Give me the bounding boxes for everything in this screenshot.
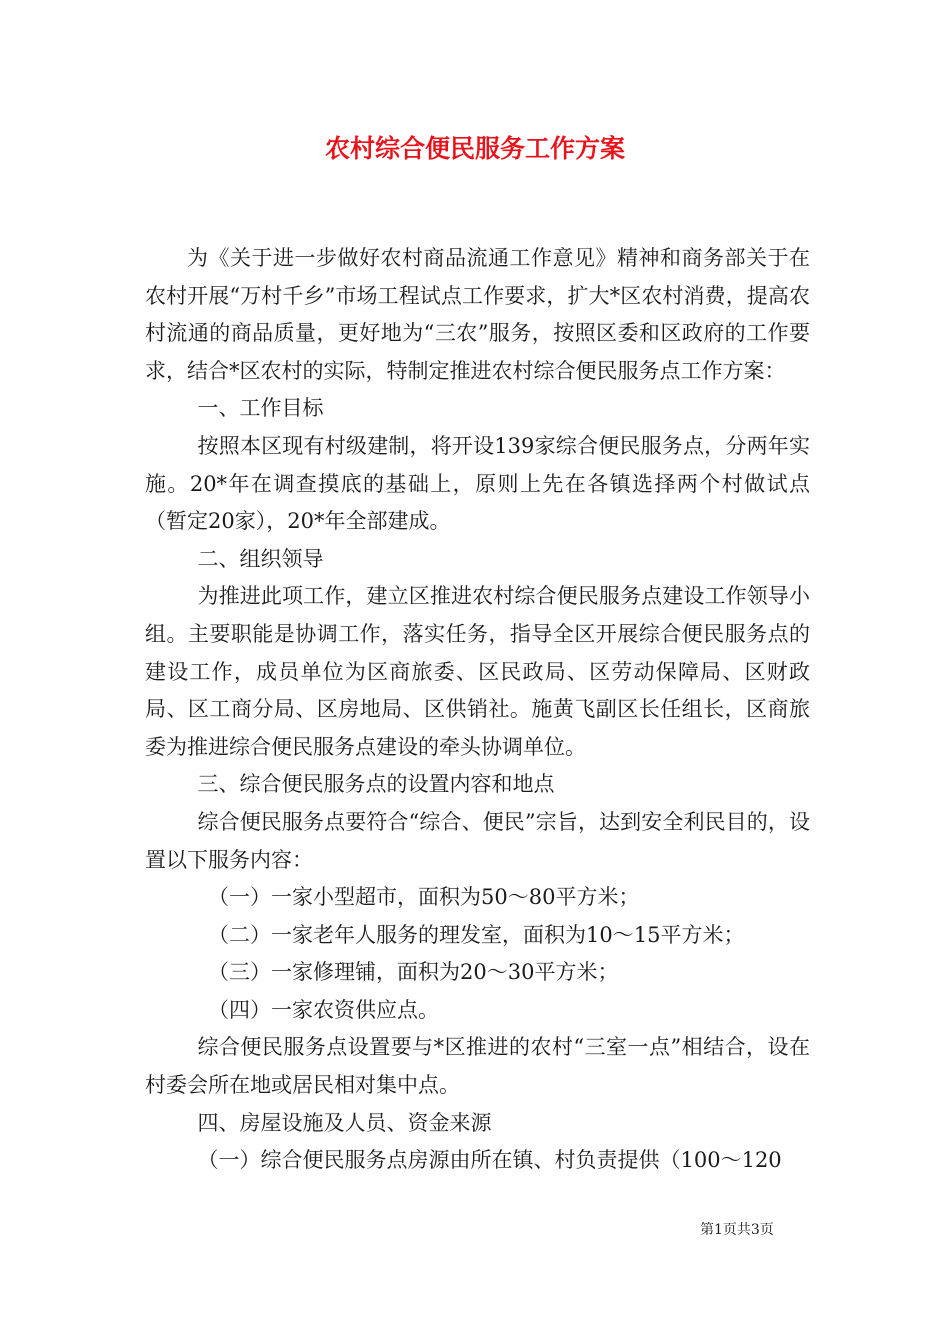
paragraph-goals: 按照本区现有村级建制，将开设139家综合便民服务点，分两年实施。20*年在调查摸底的基础上，原则上先在各镇选择两个村做试点（暂定20家），20*年全部建成。 <box>145 433 810 534</box>
list-item: （一）一家小型超市，面积为50～80平方米； <box>208 885 640 910</box>
paragraph-location: 综合便民服务点设置要与*区推进的农村“三室一点”相结合，设在村委会所在地或居民相对集中点。 <box>145 1035 810 1098</box>
section-heading-goals: 一、工作目标 <box>197 396 324 421</box>
page-number: 第1页共3页 <box>700 1222 774 1238</box>
section-heading-setup: 三、综合便民服务点的设置内容和地点 <box>197 772 555 797</box>
document-title: 农村综合便民服务工作方案 <box>324 134 625 163</box>
section-heading-leadership: 二、组织领导 <box>197 546 324 571</box>
paragraph-intro: 为《关于进一步做好农村商品流通工作意见》精神和商务部关于在农村开展“万村千乡”市场工程试点工作要求，扩大*区农村消费，提高农村流通的商品质量，更好地为“三农”服务，按照区委和区政府的工作要求，结合*区农村的实际，特制定推进农村综合便民服务点工作方案： <box>145 246 810 383</box>
list-item: （三）一家修理铺，面积为20～30平方米； <box>208 960 619 985</box>
section-heading-resources: 四、房屋设施及人员、资金来源 <box>197 1110 492 1135</box>
paragraph-leadership: 为推进此项工作，建立区推进农村综合便民服务点建设工作领导小组。主要职能是协调工作，落实任务，指导全区开展综合便民服务点的建设工作，成员单位为区商旅委、区民政局、区劳动保障局、区财政局、区工商分局、区房地局、区供销社。施黄飞副区长任组长，区商旅委为推进综合便民服务点建设的牵头协调单位。 <box>145 584 810 759</box>
list-item: （四）一家农资供应点。 <box>208 997 439 1022</box>
paragraph-resources: （一）综合便民服务点房源由所在镇、村负责提供（100～120 <box>197 1148 782 1173</box>
paragraph-setup: 综合便民服务点要符合“综合、便民”宗旨，达到安全利民目的，设置以下服务内容： <box>145 809 810 872</box>
list-item: （二）一家老年人服务的理发室，面积为10～15平方米； <box>208 922 745 947</box>
document-body <box>145 240 810 1180</box>
